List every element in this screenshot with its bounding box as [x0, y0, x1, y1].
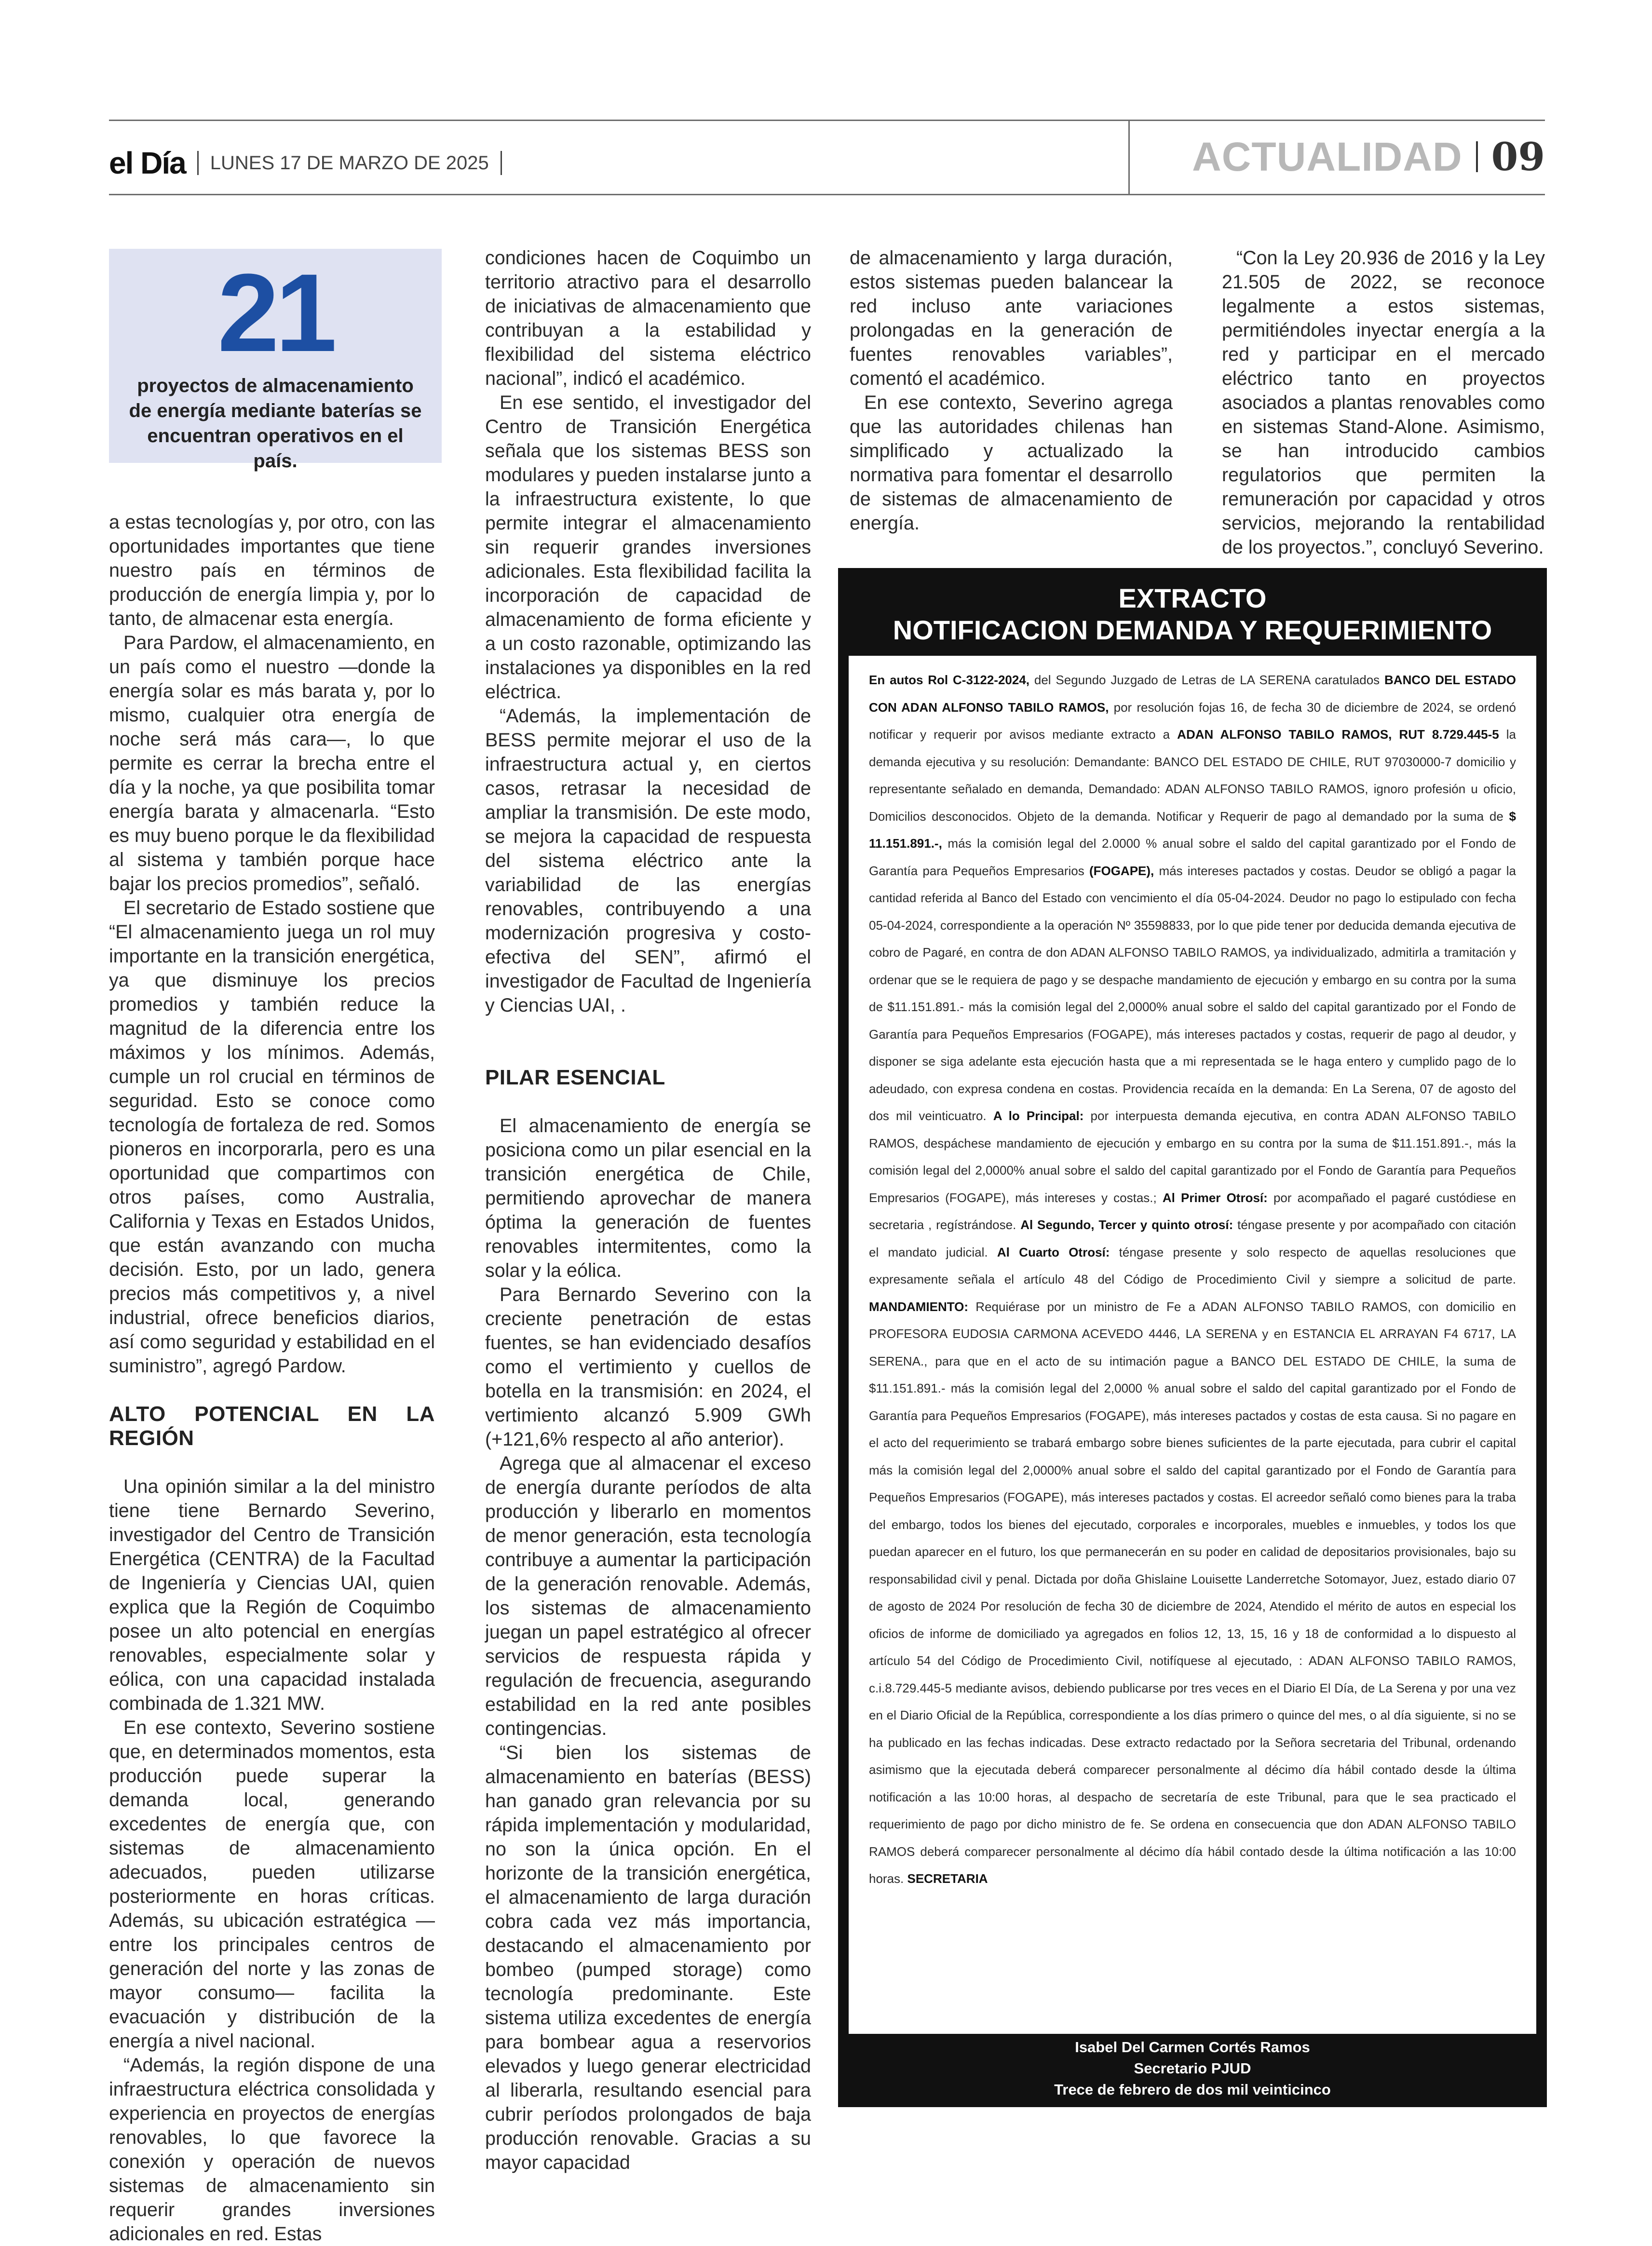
header-divider — [197, 151, 199, 175]
paragraph: Para Bernardo Severino con la creciente penetración de estas fuentes, se han evidenciado desafíos como el vertimiento y cuellos de botella en la transmisión: en 2024, el vertimiento alcanzó 5.909 GWh (+121,6% respecto al año anterior). — [485, 1284, 811, 1450]
paragraph: “Si bien los sistemas de almacenamiento en baterías (BESS) han ganado gran relevancia por su rápida implementación y modularidad, no son la única opción. En el horizonte de la transición energética, el almacenamiento de larga duración cobra cada vez más importancia, destacando el almacenamiento por bombeo (pumped storage) como tecnología predominante. Este sistema utiliza excedentes de energía para bombear agua a reservorios elevados y luego generar electricidad al liberarla, resultando esencial para cubrir períodos prolongados de baja producción renovable. Gracias a su mayor capacidad — [485, 1742, 811, 2173]
section-name: ACTUALIDAD — [1192, 134, 1462, 179]
paragraph: Una opinión similar a la del ministro tiene tiene Bernardo Severino, investigador del Centro de Transición Energética (CENTRA) de la Facultad de Ingeniería y Ciencias UAI, quien explica que la Región de Coquimbo posee un alto potencial en energías renovables, especialmente solar y eólica, con una capacidad instalada combinada de 1.321 MW. — [109, 1476, 435, 1714]
header-divider — [501, 151, 502, 175]
paragraph: “Además, la implementación de BESS permite mejorar el uso de la infraestructura actual y, en ciertos casos, retrasar la necesidad de ampliar la transmisión. De este modo, se mejora la capacidad de respuesta del sistema eléctrico ante la variabilidad de las energías renovables, contribuyendo a una modernización progresiva y costo-efectiva del SEN”, afirmó el investigador de Facultad de Ingeniería y Ciencias UAI, . — [485, 705, 811, 1016]
header-bottom-rule — [109, 194, 1545, 195]
section-divider — [1476, 141, 1478, 172]
page-number: 09 — [1491, 134, 1545, 179]
paragraph: “Además, la región dispone de una infraestructura eléctrica consolidada y experiencia en proyectos de energías renovables, lo que favorece la conexión y operación de nuevos sistemas de almacenamiento sin requerir grandes inversiones adicionales en red. Estas — [109, 2055, 435, 2245]
header-vertical-rule — [1128, 121, 1130, 194]
signer-role: Secretario PJUD — [1134, 2060, 1251, 2077]
signature-date: Trece de febrero de dos mil veinticinco — [1054, 2081, 1331, 2098]
notice-bold-run: (FOGAPE), — [1089, 863, 1154, 878]
section-label — [1192, 130, 1545, 183]
stat-box — [109, 249, 442, 472]
notice-text-run: por interpuesta demanda ejecutiva, en contra ADAN ALFONSO TABILO RAMOS, despáchese mandamiento de ejecución y embargo en su contra por la suma de $11.151.891.-, más la comisión legal del 2,0000% anual sobre el saldo del capital garantizado por el Fondo de Garantía para Pequeños Empresarios (FOGAPE), más intereses y costas.; — [869, 1109, 1516, 1205]
notice-bold-run: MANDAMIENTO: — [869, 1299, 969, 1314]
paragraph: de almacenamiento y larga duración, estos sistemas pueden balancear la red incluso ante variaciones prolongadas en la generación de fuentes renovables variables”, comentó el académico. — [850, 247, 1173, 389]
article-column-3 — [850, 246, 1173, 535]
notice-title — [838, 582, 1547, 646]
paragraph: Para Pardow, el almacenamiento, en un país como el nuestro —donde la energía solar es más barata y, por lo mismo, cualquier otra energía de noche será más cara—, lo que permite es cerrar la brecha entre el día y la noche, ya que posibilita tomar energía barata y almacenarla. “Esto es muy bueno porque le da flexibilidad al sistema y también porque hace bajar los precios promedios”, señaló. — [109, 632, 435, 894]
notice-bold-run: BANCO DEL ESTADO CON ADAN ALFONSO TABILO RAMOS, — [869, 673, 1516, 715]
header-top-rule — [109, 120, 1545, 121]
notice-bold-run: $ 11.151.891.-, — [869, 809, 1516, 851]
paragraph: En ese sentido, el investigador del Centro de Transición Energética señala que los sistemas BESS son modulares y pueden instalarse junto a la infraestructura existente, lo que permite integrar el almacenamiento sin requerir grandes inversiones adicionales. Esta flexibilidad facilita la incorporación de capacidad de almacenamiento de forma eficiente y a un costo razonable, optimizando las instalaciones ya disponibles en la red eléctrica. — [485, 392, 811, 703]
notice-text-run: la demanda ejecutiva y su resolución: Demandante: BANCO DEL ESTADO DE CHILE, RUT 97030000-7 domicilio y representante señalado en demanda, Demandado: ADAN ALFONSO TABILO RAMOS, ignoro profesión u oficio, Domicilios desconocidos. Objeto de la demanda. Notificar y Requerir de pago al demandado por la suma de — [869, 727, 1516, 824]
issue-date: LUNES 17 DE MARZO DE 2025 — [210, 152, 489, 174]
notice-signature — [838, 2037, 1547, 2100]
paragraph: condiciones hacen de Coquimbo un territorio atractivo para el desarrollo de iniciativas de almacenamiento que contribuyan a la estabilidad y flexibilidad del sistema eléctrico nacional”, indicó el académico. — [485, 247, 811, 389]
newspaper-logo: el Día — [109, 146, 186, 180]
notice-body — [849, 656, 1536, 2034]
notice-text-run: del Segundo Juzgado de Letras de LA SERENA caratulados — [1029, 673, 1385, 687]
paragraph: El almacenamiento de energía se posiciona como un pilar esencial en la transición energética de Chile, permitiendo aprovechar de manera óptima la generación de fuentes renovables intermitentes, como la solar y la eólica. — [485, 1115, 811, 1281]
paragraph: “Con la Ley 20.936 de 2016 y la Ley 21.505 de 2022, se reconoce legalmente a estos sistemas, permitiéndoles inyectar energía a la red y participar en el mercado eléctrico tanto en proyectos asociados a plantas renovables como en sistemas Stand-Alone. Asimismo, se han introducido cambios regulatorios que permiten la remuneración por capacidad y otros servicios, mejorando la rentabilidad de los proyectos.”, concluyó Severino. — [1222, 247, 1545, 558]
paragraph: a estas tecnologías y, por otro, con las oportunidades importantes que tiene nuestro país en términos de producción de energía limpia y, por lo tanto, de almacenar esta energía. — [109, 512, 435, 629]
paragraph: En ese contexto, Severino sostiene que, en determinados momentos, esta producción puede superar la demanda local, generando excedentes de energía que, con sistemas de almacenamiento adecuados, pueden utilizarse posteriormente en horas críticas. Además, su ubicación estratégica —entre los principales centros de generación del norte y las zonas de mayor consumo— facilita la evacuación y distribución de la energía a nivel nacional. — [109, 1717, 435, 2052]
paragraph: Agrega que al almacenar el exceso de energía durante períodos de alta producción y liberarlo en momentos de menor generación, esta tecnología contribuye a aumentar la participación de la generación renovable. Además, los sistemas de almacenamiento juegan un papel estratégico al ofrecer servicios de respuesta rápida y regulación de frecuencia, asegurando estabilidad en la red ante posibles contingencias. — [485, 1453, 811, 1739]
stat-number: 21 — [217, 251, 333, 375]
article-column-4 — [1222, 246, 1545, 559]
notice-bold-run: En autos Rol C-3122-2024, — [869, 673, 1030, 687]
notice-bold-run: SECRETARIA — [907, 1871, 988, 1886]
paragraph: El secretario de Estado sostiene que “El almacenamiento juega un rol muy importante en la transición energética, ya que disminuye los precios promedios y también reduce la magnitud de la diferencia entre los máximos y los mínimos. Además, cumple un rol crucial en términos de seguridad. Esto se conoce como tecnología de fortaleza de red. Somos pioneros en incorporarla, pero es una oportunidad que compartimos con otros países, como Australia, California y Texas en Estados Unidos, que están avanzando con mucha decisión. Esto, por un lado, genera precios más competitivos y, a nivel industrial, ofrece beneficios diarios, así como seguridad y estabilidad en el suministro”, agregó Pardow. — [109, 897, 435, 1377]
notice-text-run: por resolución fojas 16, de fecha 30 de diciembre de 2024, se ordenó notificar y requerir por avisos mediante extracto a — [869, 700, 1516, 742]
masthead — [109, 140, 514, 186]
notice-title-line-1: EXTRACTO — [1118, 583, 1267, 613]
notice-text-run: por acompañado el pagaré custódiese en secretaria , regístrándose. — [869, 1190, 1516, 1232]
paragraph: En ese contexto, Severino agrega que las autoridades chilenas han simplificado y actualizado la normativa para fomentar el desarrollo de sistemas de almacenamiento de energía. — [850, 392, 1173, 534]
notice-bold-run: Al Primer Otrosí: — [1162, 1190, 1268, 1205]
notice-text-run: más la comisión legal del 2.0000 % anual sobre el saldo del capital garantizado por el Fondo de Garantía para Pequeños Empresarios — [869, 836, 1516, 878]
signer-name: Isabel Del Carmen Cortés Ramos — [1075, 2039, 1310, 2056]
notice-bold-run: ADAN ALFONSO TABILO RAMOS, RUT 8.729.445-5 — [1177, 727, 1499, 742]
article-column-1 — [109, 510, 435, 2246]
subheading-region: ALTO POTENCIAL EN LA REGIÓN — [109, 1402, 435, 1450]
notice-bold-run: Al Cuarto Otrosí: — [997, 1245, 1110, 1259]
subheading-pillar: PILAR ESENCIAL — [485, 1066, 665, 1089]
notice-bold-run: Al Segundo, Tercer y quinto otrosí: — [1020, 1218, 1233, 1232]
notice-text-run: más intereses pactados y costas. Deudor se obligó a pagar la cantidad referida al Banco del Estado con vencimiento el día 05-04-2024. Deudor no pago lo estipulado con fecha 05-04-2024, correspondiente a la operación Nº 35598833, por lo que pide tener por deducida demanda ejecutiva de cobro de Pagaré, en contra de don ADAN ALFONSO TABILO RAMOS, ya individualizado, admitirla a tramitación y ordenar que se le requiera de pago y se despache mandamiento de ejecución y embargo en su contra por la suma de $11.151.891.- más la comisión legal del 2,0000% anual sobre el saldo del capital garantizado por el Fondo de Garantía para Pequeños Empresarios (FOGAPE), más intereses pactados y costas, requerir de pago al deudor, y disponer se siga adelante esta ejecución hasta que a mi representada se le haga entero y cumplido pago de lo adeudado, con expresa condena en costas. Providencia recaída en la demanda: En La Serena, 07 de agosto del dos mil veinticuatro. — [869, 863, 1516, 1123]
stat-caption: proyectos de almacenamiento de energía mediante baterías se encuentran operativos en el país. — [129, 375, 422, 472]
notice-text-run: téngase presente y por acompañado con citación el mandato judicial. — [869, 1218, 1517, 1259]
article-column-2 — [485, 246, 811, 2175]
notice-bold-run: A lo Principal: — [993, 1109, 1084, 1123]
notice-text-run: Requiérase por un ministro de Fe a ADAN ALFONSO TABILO RAMOS, con domicilio en PROFESORA EUDOSIA CARMONA ACEVEDO 4446, LA SERENA y en ESTANCIA EL ARRAYAN F4 6717, LA SERENA., para que en el acto de su intimación pague a BANCO DEL ESTADO DE CHILE, la suma de $11.151.891.- más la comisión legal del 2,0000 % anual sobre el saldo del capital garantizado por el Fondo de Garantía para Pequeños Empresarios (FOGAPE), más intereses pactados y costas de esta causa. Si no pagare en el acto del requerimiento se trabará embargo sobre bienes suficientes de la parte ejecutada, para cubrir el capital más la comisión legal del 2,0000% anual sobre el saldo del capital garantizado por el Fondo de Garantía para Pequeños Empresarios (FOGAPE), más intereses pactados y costas. El acreedor señaló como bienes para la traba del embargo, todos los bienes del ejecutado, corporales e incorporales, muebles e inmuebles, y todos los que puedan aparecer en el futuro, los que permanecerán en su poder en calidad de depositarios provisionales, bajo su responsabilidad civil y penal. Dictada por doña Ghislaine Louisette Landerretche Sotomayor, Juez, estado diario 07 de agosto de 2024 Por resolución de fecha 30 de diciembre de 2024, Atendido el mérito de autos en especial los oficios de informe de domiciliado ya agregados en folios 12, 13, 15, 16 y 18 de conformidad a lo dispuesto al artículo 54 del Código de Procedimiento Civil, notifíquese al ejecutado, : ADAN ALFONSO TABILO RAMOS, c.i.8.729.445-5 mediante avisos, debiendo publicarse por tres veces en el Diario El Día, de La Serena y por una vez en el Diario Oficial de la República, correspondiente a los días primero o quince del mes, o al día siguiente, si no se ha publicado en las fechas indicadas. Dese extracto redactado por la Señora secretaria del Tribunal, ordenando asimismo que la ejecutada deberá comparecer personalmente al décimo día hábil contado desde la última notificación a las 10:00 horas, al despacho de secretaría de este Tribunal, para que le sea practicado el requerimiento de pago por dicho ministro de fe. Se ordena en consecuencia que don ADAN ALFONSO TABILO RAMOS deberá comparecer personalmente al décimo día hábil contado desde la última notificación a las 10:00 horas. — [869, 1299, 1516, 1886]
notice-text-run: téngase presente y solo respecto de aquellas resoluciones que expresamente señala el artículo 48 del Código de Procedimiento Civil y siempre a solicitud de parte. — [869, 1245, 1516, 1286]
legal-notice — [838, 568, 1547, 2107]
notice-title-line-2: NOTIFICACION DEMANDA Y REQUERIMIENTO — [893, 615, 1492, 645]
